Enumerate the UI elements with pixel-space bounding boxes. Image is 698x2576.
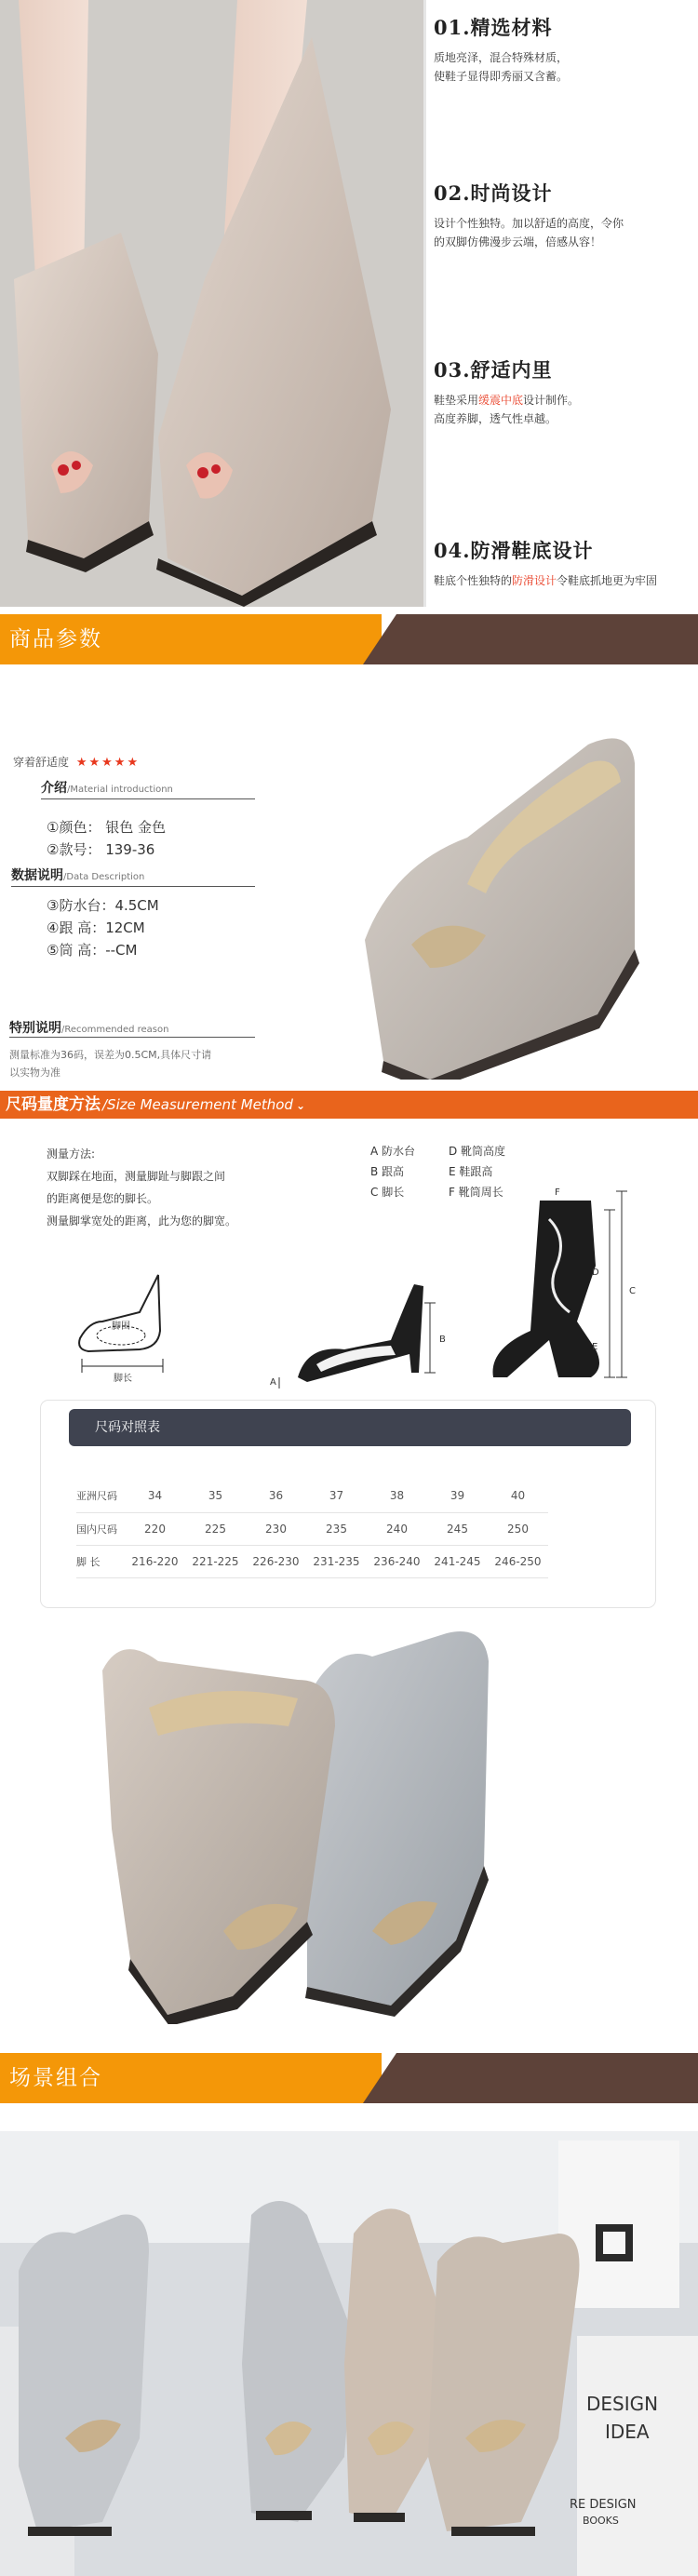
params-banner [0,614,698,664]
feature-desc: 设计个性独特。加以舒适的高度，令你 的双脚仿佛漫步云端，倍感从容！ [434,217,624,248]
params-section [0,670,698,1080]
banner-dark-block [363,614,698,664]
heel-row: ④跟 高：12CM [47,919,145,936]
size-method-bar [0,1091,698,1119]
size-table-title: 尺码对照表 [95,1420,160,1435]
intro-heading: 介绍/Material introductionn [41,781,173,796]
label-a: A [270,1377,276,1388]
feature-title: 03.舒适内里 [434,358,553,382]
feature-4 [434,536,698,590]
feature-desc: 鞋底个性独特的防滑设计令鞋底抓地更为牢固 [434,574,658,587]
star-rating-icon: ★★★★★ [75,756,141,770]
comfort-rating: 穿着舒适度 ★★★★★ [13,756,141,770]
size-method-title: 尺码量度方法 [6,1095,101,1114]
label-d: D [592,1268,599,1278]
special-note: 测量标准为36码，误差为0.5CM,具体尺寸请 以实物为准 [9,1049,212,1079]
features-section [0,0,698,607]
data-underline [11,886,255,887]
highlight-text: 防滑设计 [512,574,557,587]
feature-2 [434,179,698,251]
feature-title: 02.时尚设计 [434,181,553,205]
feature-divider [423,0,426,607]
poster-text-1: DESIGN [586,2393,659,2415]
highlight-text: 缓震中底 [478,394,524,407]
legend-left: A 防水台 B 跟高 C 脚长 [370,1145,416,1199]
boot-diagram [493,1191,628,1377]
scene-photo [0,2131,698,2576]
scene-banner [0,2053,698,2103]
product-shoe-image [356,707,663,1080]
color-row: ①颜色： 银色 金色 [47,819,166,836]
table-row: 国内尺码 220 225 230 235 240 245 250 [76,1512,548,1545]
code-row: ②款号： 139-36 [47,841,155,858]
banner-title: 商品参数 [9,627,102,651]
intro-underline [41,798,255,799]
measurement-diagrams [0,1182,698,1405]
size-table-header [69,1409,631,1446]
label-b: B [439,1335,446,1345]
poster-text-2: IDEA [605,2421,650,2443]
chevron-down-icon: ⌄ [295,1099,306,1112]
table-row: 脚 长 216-220 221-225 226-230 231-235 236-240 241-245 246-250 [76,1545,548,1577]
shaft-row: ⑤筒 高：--CM [47,942,138,959]
foot-length-label: 脚长 [114,1374,132,1384]
feature-photo [0,0,423,607]
scene-illustration [0,2131,698,2576]
foot-width-label: 脚围 [112,1322,130,1332]
feature-1 [434,13,698,86]
label-e: E [592,1342,598,1352]
feature-desc: 鞋垫采用缓震中底设计制作。 高度养脚，透气性卓越。 [434,394,580,425]
special-heading: 特别说明/Recommended reason [9,1021,169,1036]
label-f: F [555,1187,560,1198]
special-underline [9,1037,255,1038]
product-pair-photo [0,1624,698,2024]
feature-title: 01.精选材料 [434,16,553,39]
pump-diagram [279,1284,436,1389]
feature-desc: 质地亮泽，混合特殊材质， 使鞋子显得即秀丽又含蓄。 [434,51,569,83]
size-method-en: /Size Measurement Method [102,1096,293,1113]
feature-3 [434,356,698,428]
banner-title: 场景组合 [9,2066,102,2090]
banner-dark-block [363,2053,698,2103]
data-heading: 数据说明/Data Description [11,868,145,883]
book-text-2: BOOKS [583,2515,619,2527]
book-text-1: RE DESIGN [570,2498,637,2512]
shoe-worn-illustration [0,0,423,607]
measure-instructions: 测量方法: 双脚踩在地面，测量脚趾与脚跟之间 的距离便是您的脚长。 测量脚掌宽处的距离，此为您的脚宽。 [47,1147,237,1228]
feature-title: 04.防滑鞋底设计 [434,539,594,562]
legend-right: D 靴筒高度 E 鞋跟高 F 靴筒周长 [449,1145,506,1199]
table-row: 亚洲尺码 34 35 36 37 38 39 40 [76,1480,548,1512]
size-table [76,1480,548,1578]
label-c: C [629,1286,636,1296]
platform-row: ③防水台：4.5CM [47,897,159,914]
